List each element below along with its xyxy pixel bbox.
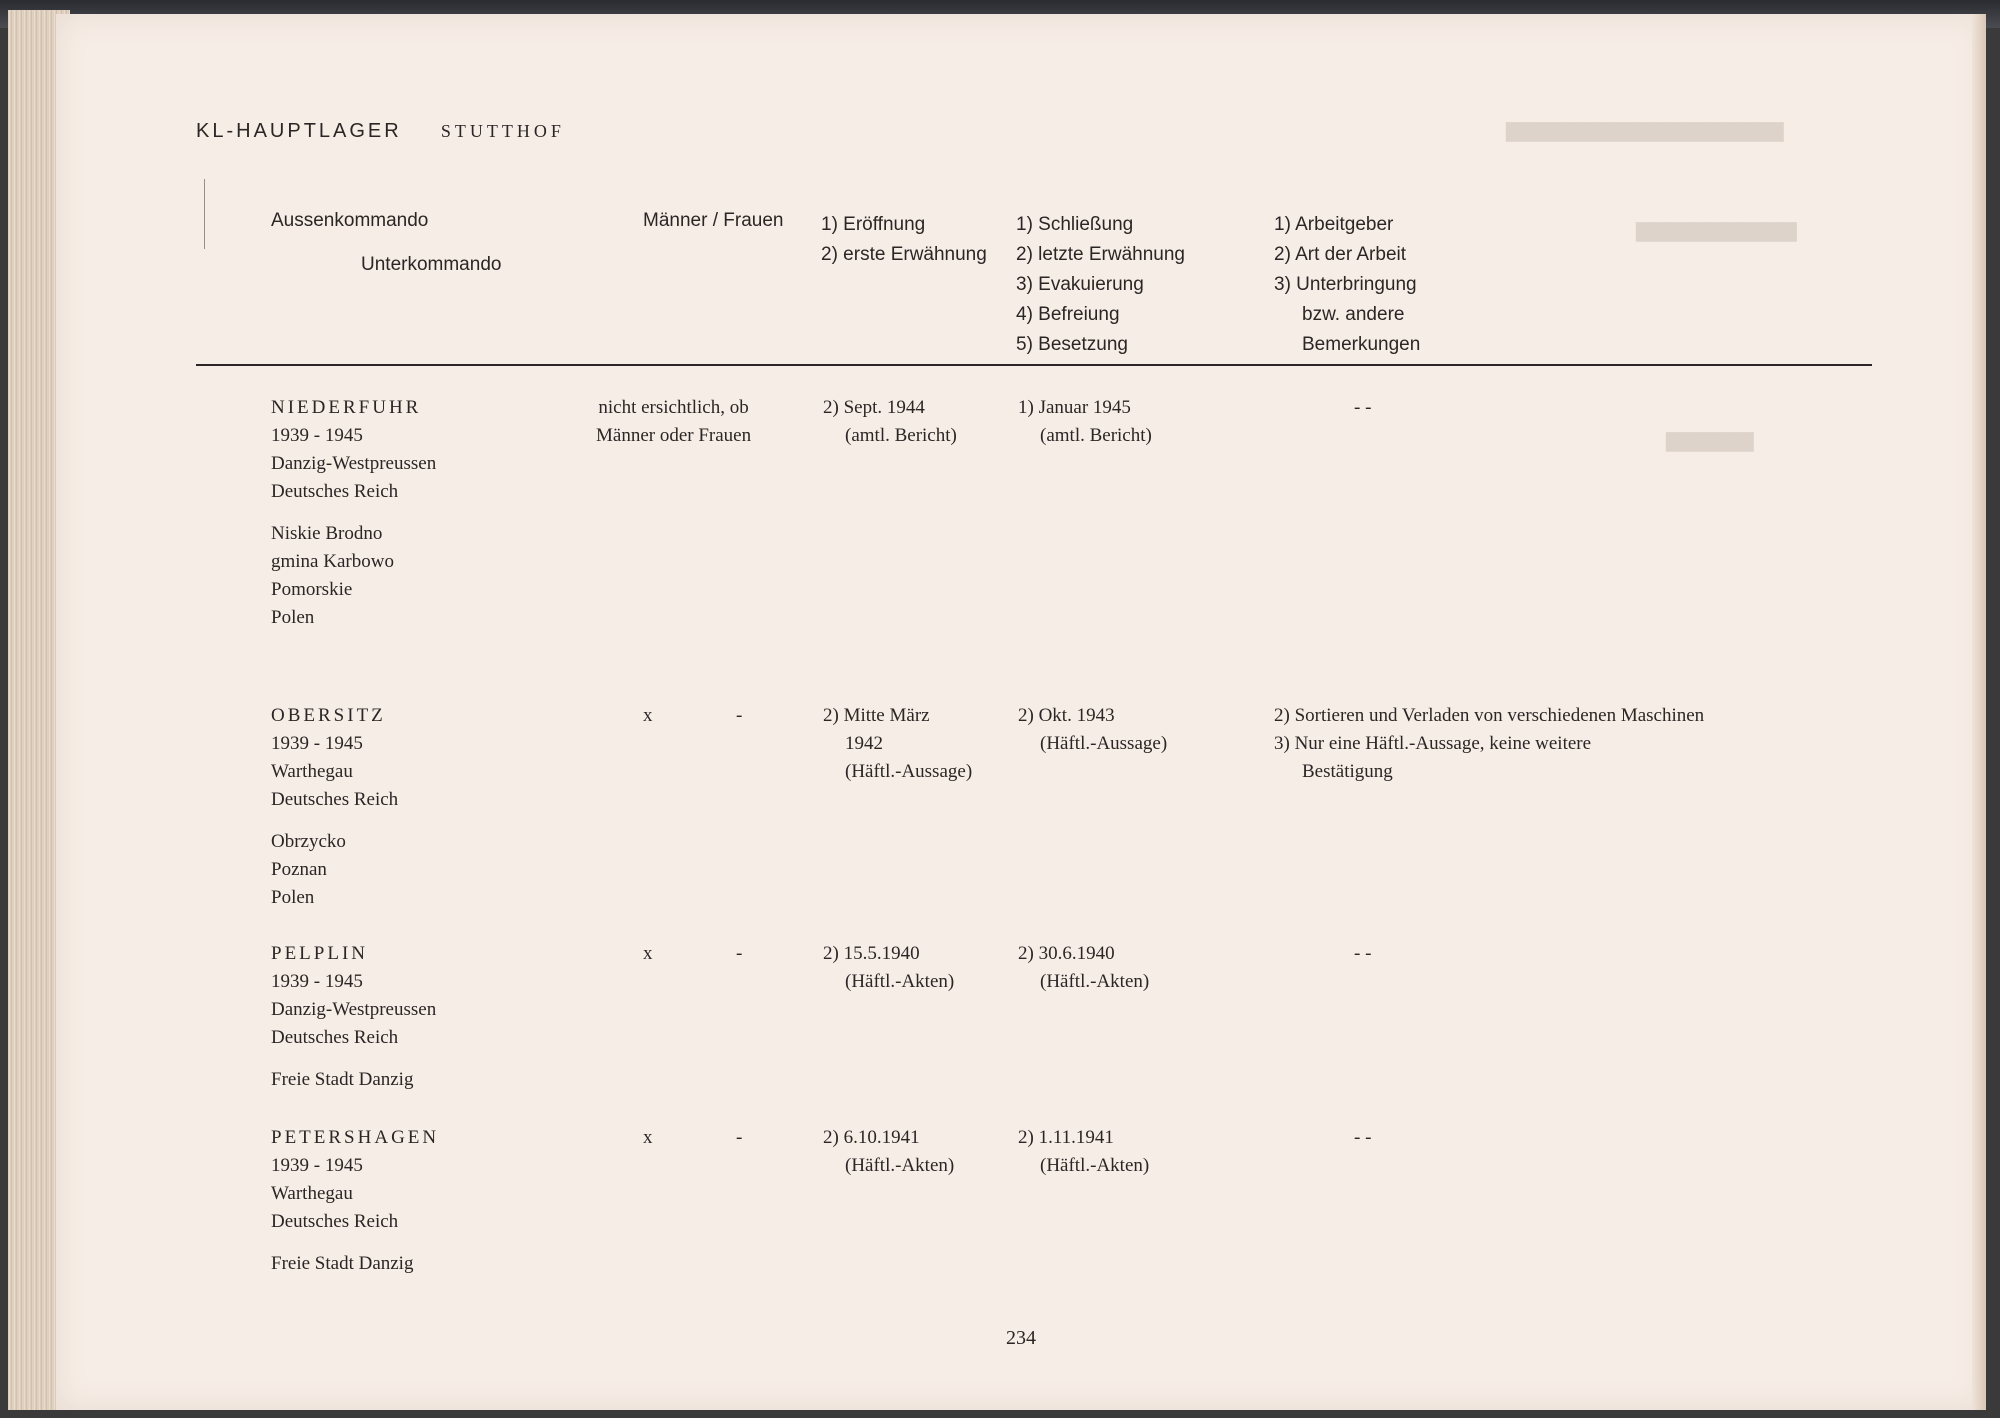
open-line: (Häftl.-Akten) [845,971,955,992]
close-line: (Häftl.-Akten) [1040,971,1150,992]
mf-line: Männer oder Frauen [596,425,752,446]
open-line: 2) Mitte März [823,705,930,726]
header-line: 2) Art der Arbeit [1274,244,1407,265]
location-years: 1939 - 1945 [271,1155,363,1176]
open-line: 2) 6.10.1941 [823,1127,920,1148]
sub-location: Polen [271,607,315,628]
notes-line: 3) Nur eine Häftl.-Aussage, keine weitere [1274,733,1592,754]
location-name: NIEDERFUHR [271,397,422,418]
page-number: 234 [1006,1327,1036,1349]
col-header-arbeitgeber [1274,210,1420,360]
sub-location: gmina Karbowo [271,551,394,572]
row-pelplin-notes: - - [1354,943,1372,964]
row-pelplin-maenner: x [643,943,653,964]
row-petershagen-location [271,1124,439,1278]
header-line: bzw. andere [1302,304,1405,325]
title-main: KL-HAUPTLAGER [196,120,402,142]
location-region: Warthegau [271,1183,353,1204]
location-state: Deutsches Reich [271,789,399,810]
location-name: PETERSHAGEN [271,1127,440,1148]
row-obersitz-maenner: x [643,705,653,726]
col-header-aussenkommando: Aussenkommando [271,210,429,231]
header-line: 3) Evakuierung [1016,274,1144,295]
col-header-unterkommando: Unterkommando [361,254,502,275]
row-pelplin-frauen: - [736,943,743,964]
sub-location: Freie Stadt Danzig [271,1069,414,1090]
margin-mark [204,179,205,249]
row-obersitz-frauen: - [736,705,743,726]
sub-location: Freie Stadt Danzig [271,1253,414,1274]
open-line: (Häftl.-Akten) [845,1155,955,1176]
location-region: Danzig-Westpreussen [271,999,437,1020]
open-line: (amtl. Bericht) [845,425,957,446]
header-line: 1) Eröffnung [821,214,926,235]
page-right-edge [1972,14,1986,1410]
close-line: (amtl. Bericht) [1040,425,1152,446]
location-name: PELPLIN [271,943,368,964]
location-years: 1939 - 1945 [271,971,363,992]
bleed-through-text: ▇▇▇▇▇▇▇▇▇▇▇ [1636,221,1797,242]
bleed-through-text: ▇▇▇▇▇▇ [1666,431,1754,452]
header-line: 2) letzte Erwähnung [1016,244,1185,265]
row-petershagen-frauen: - [736,1127,743,1148]
location-name: OBERSITZ [271,705,386,726]
close-line: 1) Januar 1945 [1018,397,1131,418]
row-petershagen-notes: - - [1354,1127,1372,1148]
header-line: 4) Befreiung [1016,304,1120,325]
close-line: (Häftl.-Akten) [1040,1155,1150,1176]
row-pelplin-open [823,940,954,996]
close-line: 2) 30.6.1940 [1018,943,1115,964]
close-line: (Häftl.-Aussage) [1040,733,1168,754]
sub-location: Niskie Brodno [271,523,383,544]
location-years: 1939 - 1945 [271,733,363,754]
book-page [56,14,1986,1410]
row-obersitz-notes [1274,702,1704,786]
row-niederfuhr-location [271,394,436,632]
location-state: Deutsches Reich [271,481,399,502]
sub-location: Polen [271,887,315,908]
header-line: Bemerkungen [1302,334,1421,355]
close-line: 2) 1.11.1941 [1018,1127,1114,1148]
header-line: 2) erste Erwähnung [821,244,987,265]
header-line: 3) Unterbringung [1274,274,1417,295]
open-line: (Häftl.-Aussage) [845,761,973,782]
title-sub: STUTTHOF [440,121,565,141]
row-niederfuhr-notes: - - [1354,397,1372,418]
col-header-schliessung [1016,210,1185,360]
close-line: 2) Okt. 1943 [1018,705,1115,726]
row-petershagen-maenner: x [643,1127,653,1148]
location-state: Deutsches Reich [271,1027,399,1048]
row-obersitz-close [1018,702,1167,758]
mf-line: nicht ersichtlich, ob [598,397,749,418]
sub-location: Poznan [271,859,327,880]
location-state: Deutsches Reich [271,1211,399,1232]
location-region: Danzig-Westpreussen [271,453,437,474]
row-obersitz-location [271,702,398,912]
open-line: 2) Sept. 1944 [823,397,925,418]
header-line: 1) Schließung [1016,214,1134,235]
col-header-maenner-frauen: Männer / Frauen [643,210,784,231]
page-title [196,120,565,143]
row-niederfuhr-mf [596,394,751,450]
sub-location: Obrzycko [271,831,346,852]
notes-line: 2) Sortieren und Verladen von verschiedenen Maschinen [1274,705,1705,726]
row-petershagen-close [1018,1124,1149,1180]
row-niederfuhr-close [1018,394,1152,450]
row-niederfuhr-open [823,394,957,450]
location-region: Warthegau [271,761,353,782]
open-line: 1942 [845,733,883,754]
header-line: 1) Arbeitgeber [1274,214,1394,235]
notes-line: Bestätigung [1302,761,1393,782]
col-header-eroeffnung [821,210,987,270]
header-line: 5) Besetzung [1016,334,1128,355]
sub-location: Pomorskie [271,579,353,600]
location-years: 1939 - 1945 [271,425,363,446]
header-rule [196,364,1872,366]
row-pelplin-location [271,940,436,1094]
row-petershagen-open [823,1124,954,1180]
bleed-through-text: ▇▇▇▇▇▇▇▇▇▇▇▇▇▇▇▇▇▇▇ [1506,121,1784,142]
open-line: 2) 15.5.1940 [823,943,920,964]
row-pelplin-close [1018,940,1149,996]
row-obersitz-open [823,702,972,786]
